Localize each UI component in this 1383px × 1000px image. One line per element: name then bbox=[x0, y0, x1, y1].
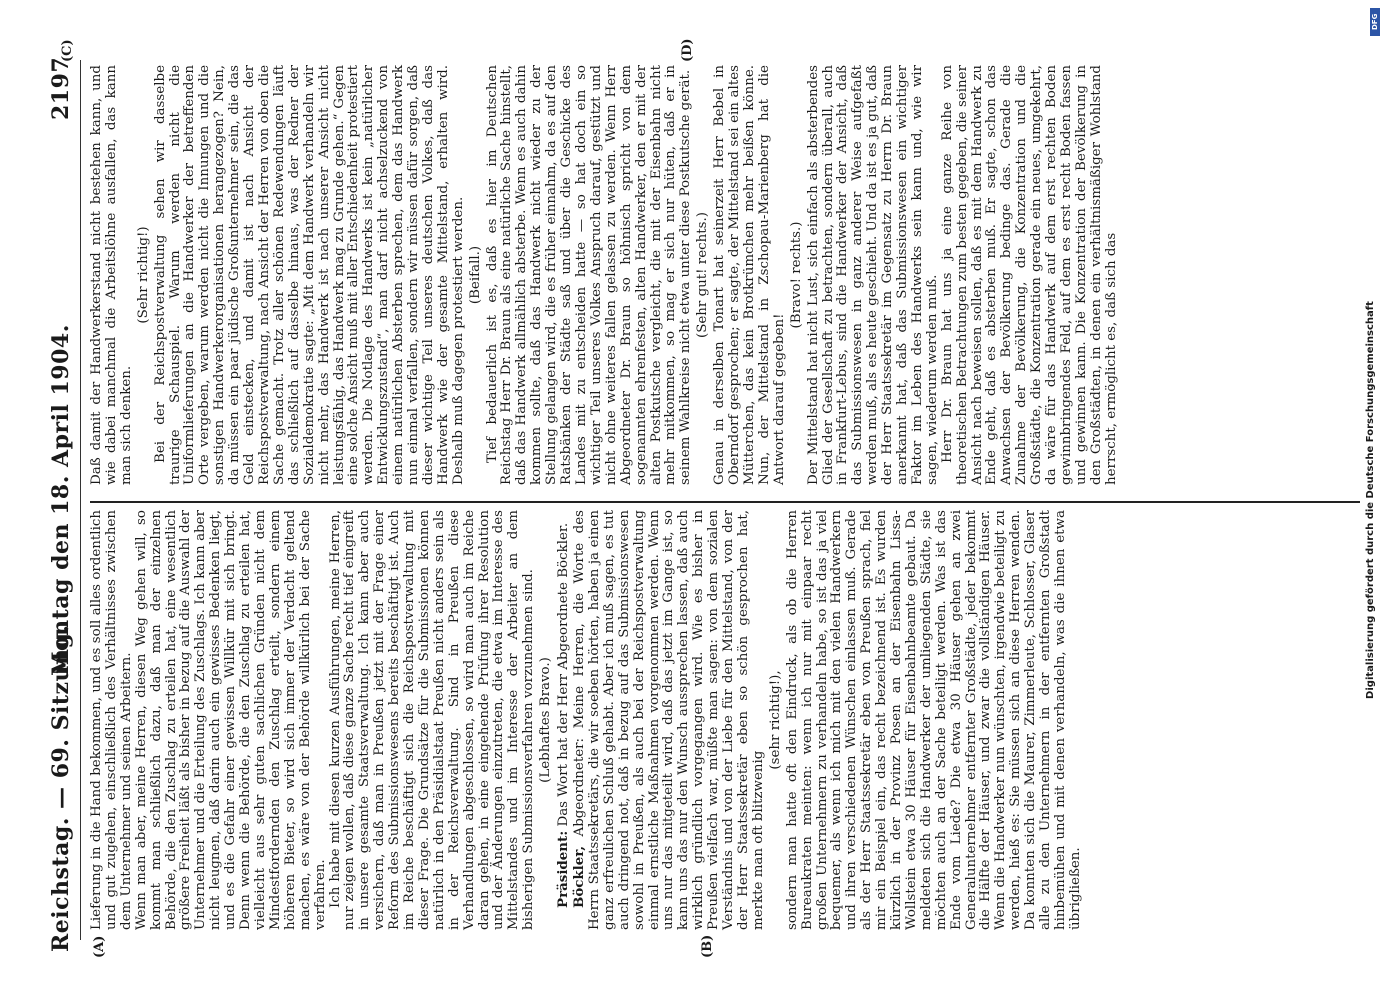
paragraph-text: (Sehr gut! rechts.) bbox=[695, 212, 711, 339]
paragraph-text: Tief bedauerlich ist es, daß es hier im Deutschen Reichstag Herr Dr. Braun als eine natürliche Sache hinstellt, daß das Handwerk allmählich absterbe. Wenn es auch dahin kommen sollte, daß das Handwerk nicht wieder zu der Stellung gelangen wird, die es früher einnahm, da es auf den Ratsbänken der Städte saß und über die Geschicke des Landes mit zu entscheiden hatte — so hat doch ein so wichtiger Teil unseres Volkes Anspruch darauf, gestützt und nicht ohne weiteres fallen gelassen zu werden. Wenn Herr Abgeordneter Dr. Braun so höhnisch spricht von dem sogenannten ehrenfesten, alten Handwerker, den er mit der alten Postkutsche vergleicht, die mit der Eisenbahn nicht mehr mitkommen, so mag er sich nur hüten, daß er in seinem Wahlkreise nicht etwa unter diese Postkutsche gerät. bbox=[484, 65, 694, 485]
digitization-note-text: Digitalisierung gefördert durch die Deutsche Forschungsgemeinschaft bbox=[1365, 301, 1376, 699]
margin-tag-a: (A) bbox=[92, 935, 107, 958]
speaker-name: Böckler, bbox=[571, 845, 587, 908]
paragraph bbox=[90, 65, 135, 485]
speaker-name: Präsident: bbox=[555, 830, 572, 908]
paragraph-text: Das Wort hat der Herr Abgeordnete Böckler. bbox=[556, 522, 572, 827]
header-rule bbox=[80, 60, 81, 940]
interjection bbox=[539, 510, 554, 930]
paragraph bbox=[572, 510, 767, 930]
header-left-title: Reichstag. — 69. Sitzung. bbox=[48, 624, 74, 952]
paragraph bbox=[154, 65, 467, 485]
interjection bbox=[469, 65, 484, 485]
header-page-number: 2197 bbox=[48, 56, 74, 120]
paragraph bbox=[941, 65, 1120, 485]
column-divider bbox=[90, 501, 1360, 503]
interjection bbox=[790, 65, 805, 485]
margin-tag-c: (C) bbox=[60, 39, 75, 62]
paragraph-text: Abgeordneter: Meine Herren, die Worte des Herrn Staatssekretärs, die wir soeben hörten, haben ja einen ganz erfreulichen Schluß gehabt. Aber ich muß sagen, es tut auch dringend not, daß in bezug auf das Submissionswesen sowohl in Preußen, als auch bei der Reichspostverwaltung einmal ernstliche Maßnahmen vorgenommen werden. Wenn uns nur das mitgeteilt wird, daß das jetzt im Gange ist, so kann uns das nur den Wunsch aussprechen lassen, daß auch wirklich gründlich vorgegangen wird. Wie es bisher in Preußen vielfach war, müßte man sagen: von dem sozialen Verständnis und von der Liebe für den Mittelstand, von der der Herr Staatssekretär eben so schön gesprochen hat, merkte man oft blitzwenig bbox=[572, 510, 766, 930]
header-date: Montag den 18. April 1904. bbox=[48, 324, 74, 676]
paragraph bbox=[713, 65, 788, 485]
paragraph-text: Ich habe mit diesen kurzen Ausführungen, meine Herren, nur zeigen wollen, daß diese ganze Sache recht tief eingreift in unsere gesamte Staatsverwaltung. Ich kann aber auch versichern, daß man in Preußen jetzt mit der Frage einer Reform des Submissionswesens bereits beschäftigt ist. Auch im Reiche beschäftigt sich die Reichspostverwaltung mit dieser Frage. Die Grundsätze für die Submissionen können natürlich in den Präsidialstaat Preußen nicht anders sein als in der Reichsverwaltung. Sind in Preußen diese Verhandlungen abgeschlossen, so wird man auch im Reiche daran gehen, in eine eingehende Prüfung ihrer Resolution und der Änderungen einzutreten, die etwa im Interesse des Mittelstandes und im Interesse der Arbeiter an dem bisherigen Submissionsverfahren vorzunehmen sind. bbox=[327, 510, 537, 930]
paragraph-text: Wenn man aber, meine Herren, diesen Weg gehen will, so kommt man schließlich dazu, daß man der einzelnen Behörde, die den Zuschlag zu erteilen hat, eine wesentlich größere Freiheit läßt als bisher in bezug auf die Auswahl der Unternehmer und die Erteilung des Zuschlags. Ich kann aber nicht leugnen, daß darin auch ein gewisses Bedenken liegt, und es die Gefahr einer gewissen Willkür mit sich bringt. Denn wenn die Behörde, die den Zuschlag zu erteilen hat, vielleicht aus sehr guten sachlichen Gründen nicht dem Mindestfordernden den Zuschlag erteilt, sondern einem höheren Bieter, so wird sich immer der Verdacht geltend machen, es wäre von der Behörde willkürlich bei der Sache verfahren. bbox=[133, 510, 328, 930]
paragraph bbox=[807, 65, 941, 485]
paragraph bbox=[90, 510, 135, 930]
paragraph-text: Lieferung in die Hand bekommen, und es soll alles ordentlich und gut zugehen, einschließlich des Verhältnisses zwischen dem Unternehmer und seinen Arbeitern. bbox=[89, 510, 134, 930]
right-text-column bbox=[90, 65, 1120, 485]
paragraph-text: Herr Dr. Braun hat uns ja eine ganze Reihe von theoretischen Betrachtungen zum besten gegeben, die seiner Ansicht nach beweisen sollen, daß es mit dem Handwerk zu Ende geht, daß es absterben muß. Er sagte, schon das Anwachsen der Bevölkerung bedinge das. Gerade die Zunahme der Bevölkerung, die Konzentration und die Großstädte, die Konzentration gerade ein neues, umgekehrt, da wäre für das Handwerk auf dem erst rechten Boden gewinnbringendes Feld, auf dem es erst recht Boden fassen und gewinnen kann. Die Konzentration der Bevölkerung in den Großstädten, in denen ein verhältnismäßiger Wohlstand herrscht, ermöglicht es, daß sich das bbox=[939, 65, 1119, 485]
dfg-logo: DFG bbox=[1370, 8, 1380, 36]
paragraph-text: Daß damit der Handwerkerstand nicht bestehen kann, und wie dabei manchmal die Arbeitslöhne ausfallen, das kann man sich denken. bbox=[89, 65, 134, 485]
paragraph-text: (Lebhaftes Bravo.) bbox=[538, 657, 554, 783]
digitization-note bbox=[1358, 0, 1383, 1000]
paragraph-text: Genau in derselben Tonart hat seinerzeit Herr Bebel in Oberndorf gesprochen; er sagte, der Mittelstand sei ein altes Mütterchen, das kein Brotkrümchen mehr beißen könne. Nun, der Mittelstand in Zschopau-Marienberg hat die Antwort darauf gegeben! bbox=[712, 65, 787, 485]
paragraph bbox=[556, 510, 572, 930]
interjection bbox=[769, 510, 784, 930]
paragraph-text: (Bravo! rechts.) bbox=[788, 221, 804, 329]
interjection bbox=[137, 65, 152, 485]
paragraph-text: (Beifall.) bbox=[467, 245, 483, 305]
margin-tag-d: (D) bbox=[680, 38, 695, 62]
paragraph-text: Der Mittelstand hat nicht Lust, sich einfach als absterbendes Glied der Gesellschaft zu betrachten, sondern überall, auch in Frankfurt-Lebus, sind die Handwerker der Ansicht, daß das Submissionswesen in ganz anderer Weise aufgefaßt werden muß, als es heute geschieht. Und da ist es ja gut, daß der Herr Staatssekretär im Gegensatz zu Herrn Dr. Braun anerkannt hat, daß das Submissionswesen ein wichtiger Faktor im Leben des Handwerks sein kann und, wie wir sagen, wiederum werden muß. bbox=[805, 65, 940, 485]
paragraph-text: (Sehr richtig!) bbox=[135, 226, 151, 324]
paragraph-text: (sehr richtig!), bbox=[767, 670, 783, 770]
paragraph-text: sondern man hatte oft den Eindruck, als ob die Herren Bureaukraten meinten: wenn ich nur mit einpaar recht großen Unternehmern zu verhandeln habe, so ist das ja viel bequemer, als wenn ich mich mit den vielen Handwerkern und ihren verschiedenen Wünschen einlassen muß. Gerade als der Herr Staatssekretär eben von Preußen sprach, fiel mir ein Beispiel ein, das recht bezeichnend ist. Es wurden kürzlich in der Provinz Posen an der Eisenbahn Lissa-Wollstein etwa 30 Häuser für Eisenbahnbeamte gebaut. Da meldeten sich die Handwerker der umliegenden Städte, sie möchten auch an der Sache beteiligt werden. Was ist das Ende vom Liede? Die etwa 30 Häuser gehen an zwei Generalunternehmer entfernter Großstädte, jeder bekommt die Hälfte der Häuser, und zwar die vollständigen Häuser. Wenn die Handwerker nun wünschten, irgendwie beteiligt zu werden, hieß es: Sie müssen sich an diese Herren wenden. Da konnten sich die Maurer, Zimmerleute, Schlosser, Glaser alle zu den Unternehmern in der entfernten Großstadt hinbemühen und mit denen verhandeln, was die ihnen etwa übrigließen. bbox=[784, 510, 1083, 930]
paragraph bbox=[135, 510, 329, 930]
paragraph-text: Bei der Reichspostverwaltung sehen wir dasselbe traurige Schauspiel. Warum werden nicht die Uniformlieferungen an die Handwerker der betreffenden Orte vergeben, warum werden nicht die Innungen und die sonstigen Handwerkerorganisationen herangezogen? Nein, da müssen ein paar jüdische Großunternehmer sein, die das Geld einstecken, und damit ist nach Ansicht der Reichspostverwaltung, nach Ansicht der Herren von oben die Sache gemacht. Trotz aller schönen Redewendungen läuft das schließlich auf dasselbe hinaus, was der Redner der Sozialdemokratie sagte: „Mit dem Handwerk verhandeln wir nicht mehr, das Handwerk ist nach unserer Ansicht nicht leistungsfähig, das Handwerk mag zu Grunde gehen.“ Gegen eine solche Ansicht muß mit aller Entschiedenheit protestiert werden. Die Notlage des Handwerks ist kein „natürlicher Entwicklungszustand“, man darf nicht achselzuckend von einem natürlichen Absterben sprechen, dem das Handwerk nun einmal verfallen, sondern wir müssen dafür sorgen, daß dieser wichtige Teil unseres deutschen Volkes, daß das Handwerk wie der gesamte Mittelstand, erhalten wird. Deshalb muß dagegen protestiert werden. bbox=[152, 65, 466, 485]
paragraph bbox=[786, 510, 1084, 930]
interjection bbox=[696, 65, 711, 485]
margin-tag-b: (B) bbox=[700, 934, 715, 958]
paragraph bbox=[486, 65, 695, 485]
paragraph bbox=[329, 510, 538, 930]
left-text-column bbox=[90, 510, 1084, 930]
